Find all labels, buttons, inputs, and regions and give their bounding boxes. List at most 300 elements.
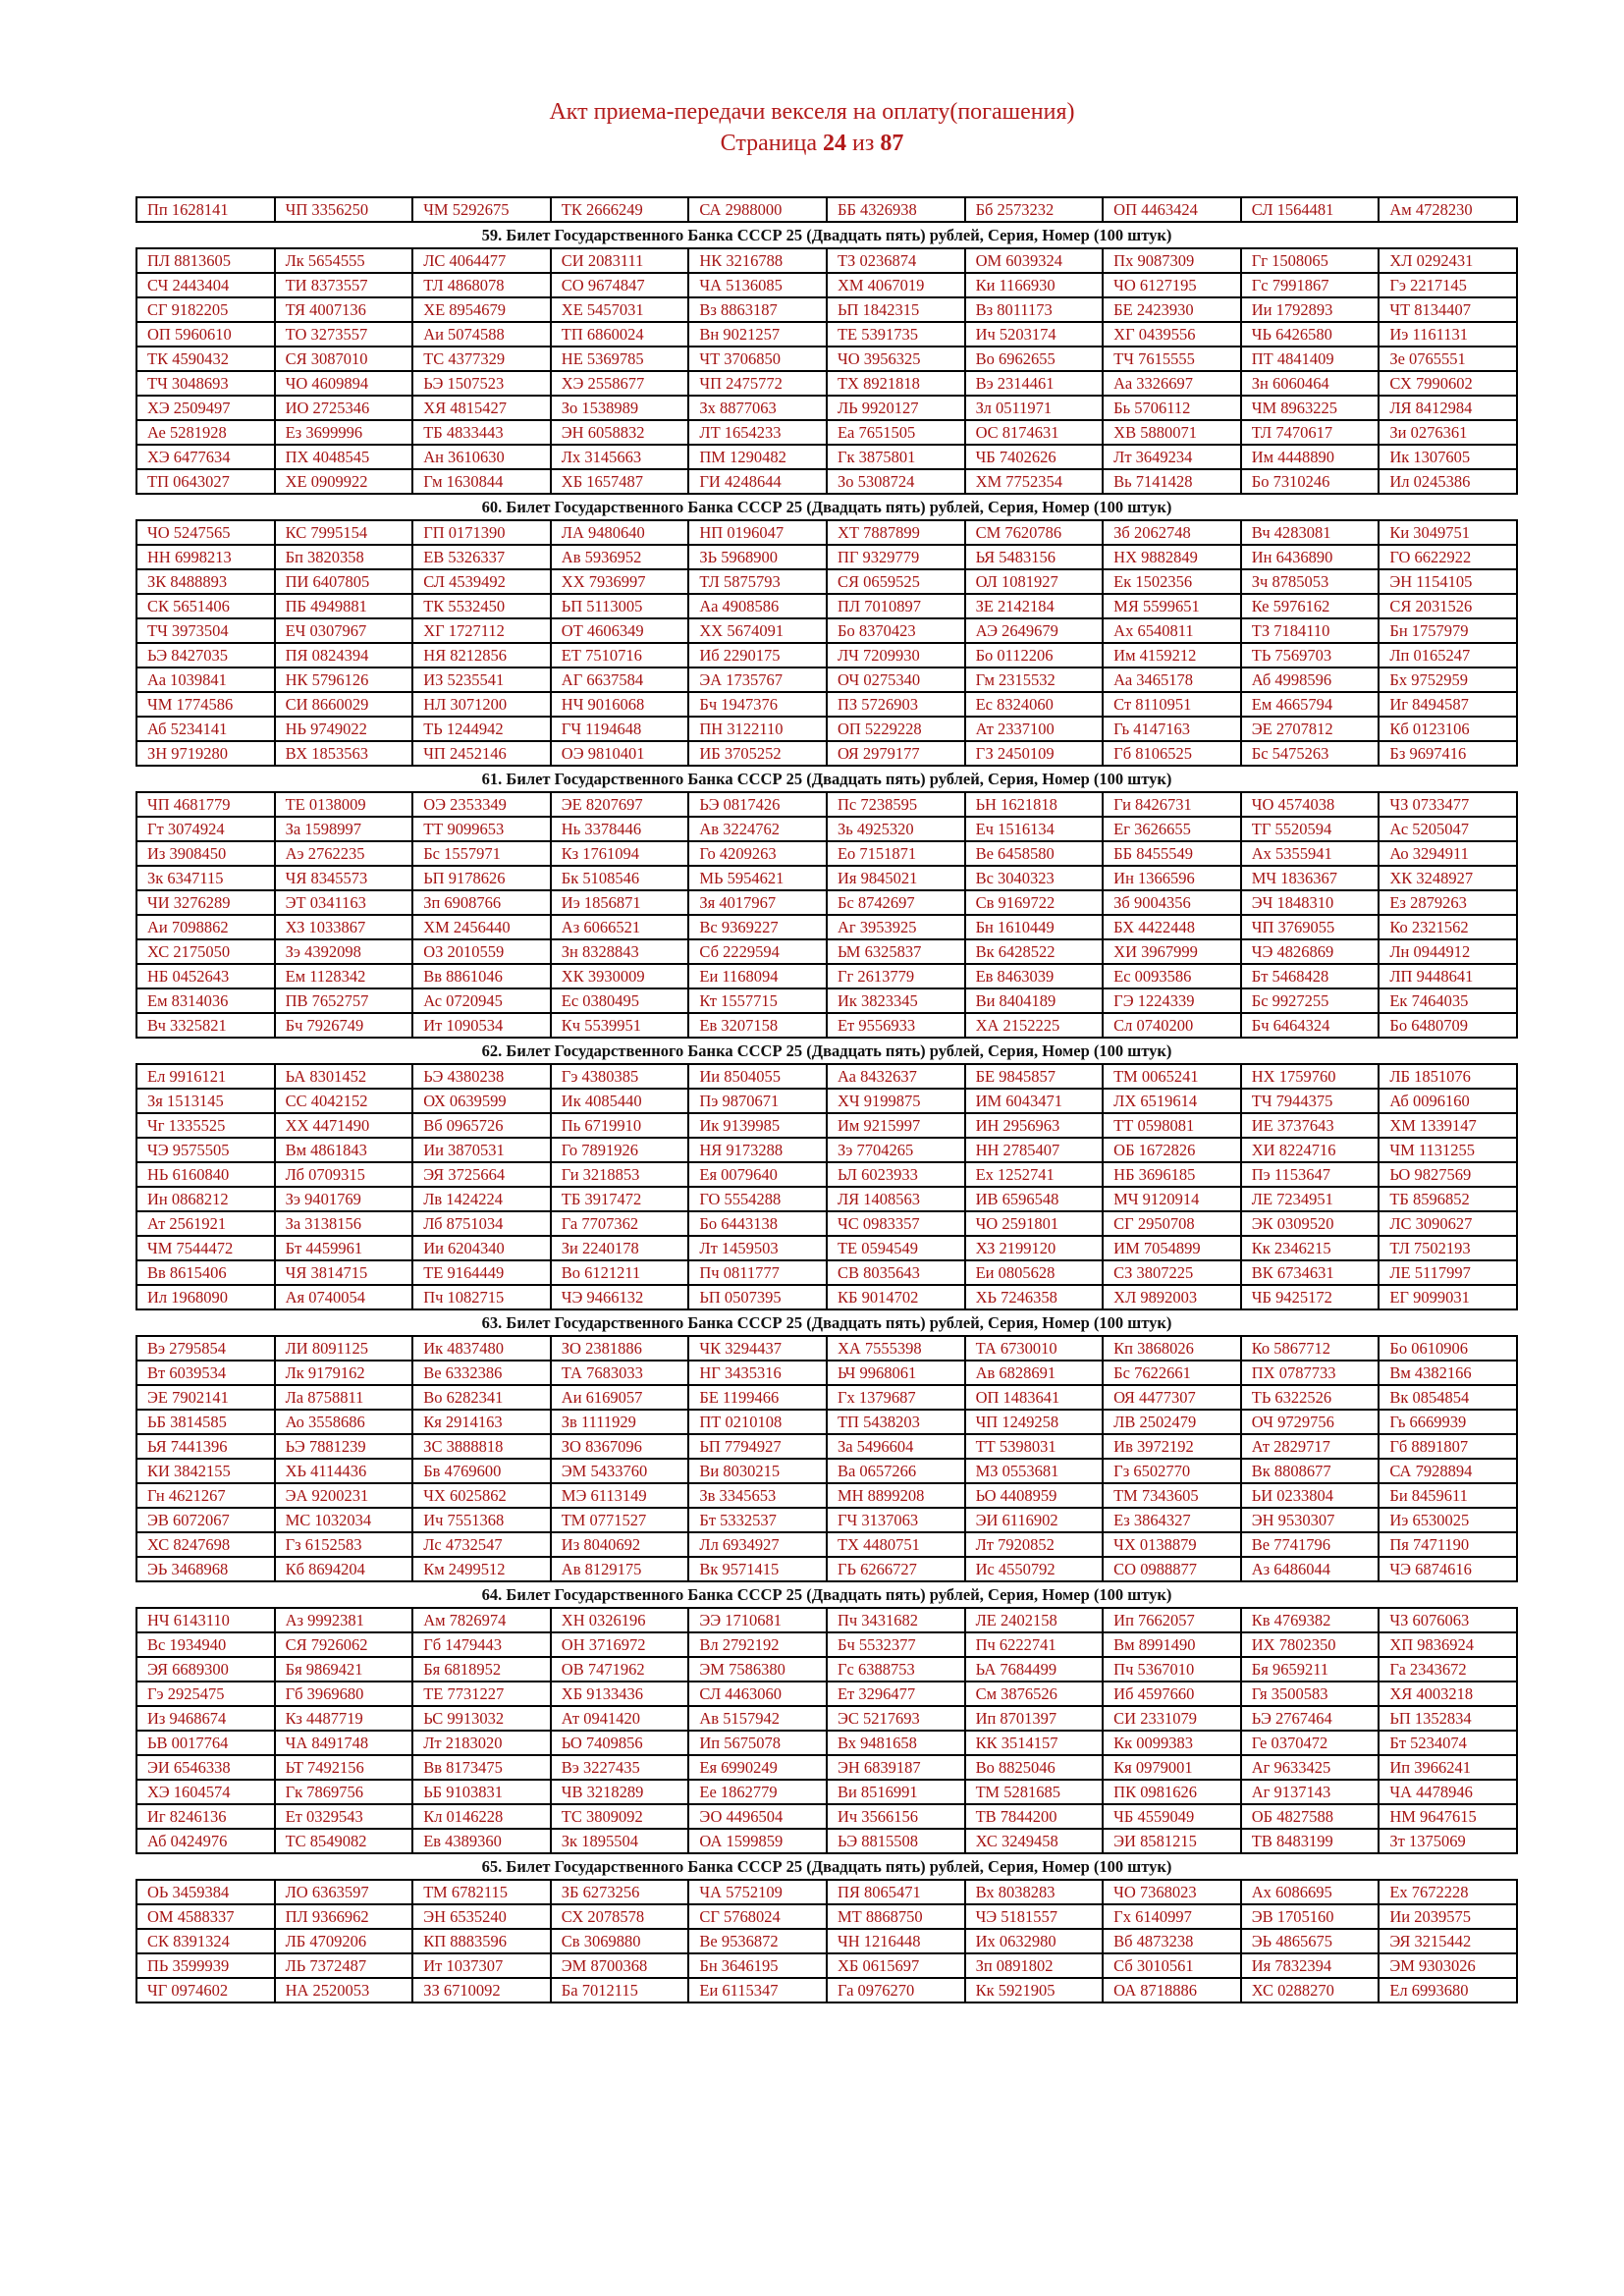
table-row <box>136 1089 1517 1113</box>
bill-serial-number: Ве 6332386 <box>412 1361 551 1385</box>
bill-serial-number: Ат 0941420 <box>551 1706 689 1731</box>
bill-serial-number: Из 8040692 <box>551 1532 689 1557</box>
bill-serial-number: Гк 3875801 <box>827 445 965 469</box>
bill-serial-number: Ин 6436890 <box>1241 545 1380 569</box>
bill-serial-number: Гь 6669939 <box>1379 1410 1517 1434</box>
bill-serial-number: Вс 3040323 <box>965 866 1104 890</box>
bill-serial-number: СВ 8035643 <box>827 1260 965 1285</box>
bill-serial-number: ОЗ 2010559 <box>412 939 551 964</box>
page-current: 24 <box>822 131 846 156</box>
bill-serial-number: ЧБ 4559049 <box>1103 1804 1241 1829</box>
bill-serial-number: ЬО 9827569 <box>1379 1162 1517 1187</box>
bill-serial-number: ЛС 4064477 <box>412 248 551 273</box>
bill-serial-number: ТС 3809092 <box>551 1804 689 1829</box>
bill-serial-number: Зт 1375069 <box>1379 1829 1517 1853</box>
bill-serial-number: ЛЯ 8412984 <box>1379 396 1517 420</box>
bill-serial-number: Ая 0740054 <box>275 1285 413 1309</box>
bill-serial-number: ЭМ 7586380 <box>688 1657 827 1682</box>
bill-serial-number: ТБ 3917472 <box>551 1187 689 1211</box>
bill-serial-number: Вл 2792192 <box>688 1632 827 1657</box>
bill-serial-number: ИН 2956963 <box>965 1113 1104 1138</box>
bill-serial-number: Бч 7926749 <box>275 1013 413 1038</box>
bill-serial-number: Вз 8011173 <box>965 297 1104 322</box>
bill-serial-number: Ви 8404189 <box>965 988 1104 1013</box>
bill-serial-number: ЬЧ 9968061 <box>827 1361 965 1385</box>
bill-serial-number: ЗС 3888818 <box>412 1434 551 1459</box>
bill-serial-number: НЕ 5369785 <box>551 347 689 371</box>
bill-serial-number: Аг 9137143 <box>1241 1780 1380 1804</box>
bill-serial-number: ИЗ 5235541 <box>412 667 551 692</box>
bill-serial-number: Иг 8494587 <box>1379 692 1517 717</box>
bill-serial-number: Ем 4665794 <box>1241 692 1380 717</box>
bill-serial-number: НП 0196047 <box>688 520 827 545</box>
bill-serial-number: Ге 0370472 <box>1241 1731 1380 1755</box>
bill-serial-number: БЕ 9845857 <box>965 1064 1104 1089</box>
bill-serial-number: Ам 7826974 <box>412 1608 551 1632</box>
bill-serial-number: ЭЯ 3725664 <box>412 1162 551 1187</box>
table-row <box>136 1483 1517 1508</box>
bill-serial-number: МЧ 1836367 <box>1241 866 1380 890</box>
bill-serial-number: ХХ 4471490 <box>275 1113 413 1138</box>
table-row <box>136 1236 1517 1260</box>
bill-serial-number: НЧ 9016068 <box>551 692 689 717</box>
bill-serial-number: Лт 3649234 <box>1103 445 1241 469</box>
bill-serial-number: Ее 1862779 <box>688 1780 827 1804</box>
bill-serial-number: Ис 4550792 <box>965 1557 1104 1581</box>
table-row <box>136 1113 1517 1138</box>
bill-serial-number: Гь 4147163 <box>1103 717 1241 741</box>
bill-serial-number: Ес 0093586 <box>1103 964 1241 988</box>
bill-serial-number: ЬН 1621818 <box>965 792 1104 817</box>
bill-serial-number: ББ 8455549 <box>1103 841 1241 866</box>
table-row <box>136 1755 1517 1780</box>
table-row <box>136 445 1517 469</box>
section-heading: 60. Билет Государственного Банка СССР 25 (Двадцать пять) рублей, Серия, Номер (100 штук) <box>481 498 1172 516</box>
bill-serial-number: Иб 4597660 <box>1103 1682 1241 1706</box>
bill-serial-number: Пч 1082715 <box>412 1285 551 1309</box>
bill-serial-number: Еи 6115347 <box>688 1978 827 2002</box>
bill-serial-number: Ат 2829717 <box>1241 1434 1380 1459</box>
bill-serial-number: Лн 0944912 <box>1379 939 1517 964</box>
bill-serial-number: СЧ 2443404 <box>136 273 275 297</box>
bill-serial-number: СО 9674847 <box>551 273 689 297</box>
bill-serial-number: ЭН 6058832 <box>551 420 689 445</box>
bill-serial-number: ЬО 4408959 <box>965 1483 1104 1508</box>
bill-serial-number: Ав 5936952 <box>551 545 689 569</box>
bill-serial-number: Вэ 3227435 <box>551 1755 689 1780</box>
bill-serial-number: СХ 7990602 <box>1379 371 1517 396</box>
bill-serial-number: ЛА 9480640 <box>551 520 689 545</box>
bill-serial-number: ЛЕ 7234951 <box>1241 1187 1380 1211</box>
bill-serial-number: Гс 6388753 <box>827 1657 965 1682</box>
bill-serial-number: Ек 7464035 <box>1379 988 1517 1013</box>
table-row <box>136 420 1517 445</box>
table-row <box>136 890 1517 915</box>
bill-serial-number: Вк 0854854 <box>1379 1385 1517 1410</box>
bill-serial-number: Им 4159212 <box>1103 643 1241 667</box>
bill-serial-number: ЬП 1352834 <box>1379 1706 1517 1731</box>
bill-serial-number: Ек 1502356 <box>1103 569 1241 594</box>
bill-serial-number: ЭА 1735767 <box>688 667 827 692</box>
bill-serial-number: Бт 5234074 <box>1379 1731 1517 1755</box>
bill-serial-number: Зь 4925320 <box>827 817 965 841</box>
bill-serial-number: Аа 4908586 <box>688 594 827 618</box>
bill-serial-number: Вн 9021257 <box>688 322 827 347</box>
table-row <box>136 1829 1517 1853</box>
bill-serial-number: Ик 4085440 <box>551 1089 689 1113</box>
table-row <box>136 273 1517 297</box>
bill-serial-number: Зп 0891802 <box>965 1953 1104 1978</box>
table-row <box>136 1385 1517 1410</box>
bill-serial-number: Бс 1557971 <box>412 841 551 866</box>
table-row <box>136 396 1517 420</box>
section-heading: 59. Билет Государственного Банка СССР 25 (Двадцать пять) рублей, Серия, Номер (100 штук) <box>481 226 1172 244</box>
bill-serial-number: ХМ 2456440 <box>412 915 551 939</box>
bill-serial-number: КП 8883596 <box>412 1929 551 1953</box>
bill-serial-number: ХХ 7936997 <box>551 569 689 594</box>
bill-serial-number: Бс 9927255 <box>1241 988 1380 1013</box>
bill-serial-number: ВК 6734631 <box>1241 1260 1380 1285</box>
section-heading: 62. Билет Государственного Банка СССР 25 (Двадцать пять) рублей, Серия, Номер (100 штук) <box>481 1041 1172 1060</box>
bill-serial-number: МТ 8868750 <box>827 1904 965 1929</box>
table-row <box>136 792 1517 817</box>
bill-serial-number: ЭК 0309520 <box>1241 1211 1380 1236</box>
bill-serial-number: НХ 9882849 <box>1103 545 1241 569</box>
bill-register <box>135 196 1518 2003</box>
bill-serial-number: СМ 7620786 <box>965 520 1104 545</box>
bill-serial-number: ОТ 4606349 <box>551 618 689 643</box>
bill-serial-number: Ги 3218853 <box>551 1162 689 1187</box>
bill-serial-number: Ат 2561921 <box>136 1211 275 1236</box>
bill-serial-number: ЛИ 8091125 <box>275 1336 413 1361</box>
bill-serial-number: ТБ 8596852 <box>1379 1187 1517 1211</box>
bill-serial-number: Им 4448890 <box>1241 445 1380 469</box>
bill-serial-number: ТХ 8921818 <box>827 371 965 396</box>
bill-serial-number: МЯ 5599651 <box>1103 594 1241 618</box>
bill-serial-number: Ип 5675078 <box>688 1731 827 1755</box>
bill-serial-number: ЧА 5136085 <box>688 273 827 297</box>
bill-serial-number: ЬО 7409856 <box>551 1731 689 1755</box>
bill-serial-number: ТЗ 0236874 <box>827 248 965 273</box>
bill-serial-number: Кб 8694204 <box>275 1557 413 1581</box>
table-row <box>136 1804 1517 1829</box>
bill-serial-number: ХМ 4067019 <box>827 273 965 297</box>
bill-serial-number: Гт 3074924 <box>136 817 275 841</box>
bill-serial-number: Ат 2337100 <box>965 717 1104 741</box>
bill-serial-number: ЧА 5752109 <box>688 1880 827 1904</box>
bill-serial-number: ГЧ 1194648 <box>551 717 689 741</box>
bill-serial-number: ТА 7683033 <box>551 1361 689 1385</box>
bill-serial-number: ЭТ 0341163 <box>275 890 413 915</box>
bill-serial-number: ЛЯ 1408563 <box>827 1187 965 1211</box>
bill-serial-number: ЛЕ 5117997 <box>1379 1260 1517 1285</box>
bill-serial-number: ЗЬ 5968900 <box>688 545 827 569</box>
bill-serial-number: Зб 2062748 <box>1103 520 1241 545</box>
table-row <box>136 322 1517 347</box>
bill-serial-number: Во 6282341 <box>412 1385 551 1410</box>
bill-serial-number: Ко 5867712 <box>1241 1336 1380 1361</box>
bill-serial-number: Бь 5706112 <box>1103 396 1241 420</box>
bill-serial-number: ХБ 1657487 <box>551 469 689 494</box>
bill-serial-number: Ик 9139985 <box>688 1113 827 1138</box>
bill-serial-number: ГЧ 3137063 <box>827 1508 965 1532</box>
bill-serial-number: ЧЭ 4826869 <box>1241 939 1380 964</box>
page-header <box>0 96 1624 159</box>
bill-serial-number: ИЕ 3737643 <box>1241 1113 1380 1138</box>
bill-serial-number: Кл 0146228 <box>412 1804 551 1829</box>
bill-serial-number: ХА 7555398 <box>827 1336 965 1361</box>
table-row <box>136 841 1517 866</box>
bill-serial-number: ТО 3273557 <box>275 322 413 347</box>
bill-serial-number: ЧХ 0138879 <box>1103 1532 1241 1557</box>
table-row <box>136 939 1517 964</box>
bill-serial-number: ОЧ 0275340 <box>827 667 965 692</box>
bill-serial-number: ЧГ 0974602 <box>136 1978 275 2002</box>
table-row <box>136 1211 1517 1236</box>
bill-serial-number: Гз 6152583 <box>275 1532 413 1557</box>
bill-serial-number: Бк 5108546 <box>551 866 689 890</box>
bill-serial-number: ИБ 3705252 <box>688 741 827 766</box>
bill-serial-number: ЛЕ 2402158 <box>965 1608 1104 1632</box>
table-row <box>136 1608 1517 1632</box>
bill-serial-number: ПТ 4841409 <box>1241 347 1380 371</box>
bill-serial-number: Ея 6990249 <box>688 1755 827 1780</box>
bill-serial-number: Ае 5281928 <box>136 420 275 445</box>
bill-serial-number: ОЬ 3459384 <box>136 1880 275 1904</box>
bill-serial-number: ТЬ 7569703 <box>1241 643 1380 667</box>
bill-serial-number: ХС 3249458 <box>965 1829 1104 1853</box>
bill-serial-number: Вв 8861046 <box>412 964 551 988</box>
bill-serial-number: Кз 4487719 <box>275 1706 413 1731</box>
bill-serial-number: НК 3216788 <box>688 248 827 273</box>
bill-serial-number: Вч 4283081 <box>1241 520 1380 545</box>
bill-serial-number: Ах 6540811 <box>1103 618 1241 643</box>
bill-serial-number: Бн 3646195 <box>688 1953 827 1978</box>
bill-serial-number: Зэ 7704265 <box>827 1138 965 1162</box>
bill-serial-number: ЬИ 0233804 <box>1241 1483 1380 1508</box>
bill-serial-number: ОП 5960610 <box>136 322 275 347</box>
bill-serial-number: ТЗ 7184110 <box>1241 618 1380 643</box>
bill-serial-number: ЧТ 8134407 <box>1379 297 1517 322</box>
bill-serial-number: ЭЧ 1848310 <box>1241 890 1380 915</box>
table-row <box>136 1013 1517 1038</box>
bill-serial-number: Кп 3868026 <box>1103 1336 1241 1361</box>
bill-serial-number: Кк 2346215 <box>1241 1236 1380 1260</box>
bill-serial-number: СГ 2950708 <box>1103 1211 1241 1236</box>
bill-serial-number: Из 3908450 <box>136 841 275 866</box>
bill-serial-number: ЭА 9200231 <box>275 1483 413 1508</box>
bill-serial-number: ТК 2666249 <box>551 197 689 222</box>
table-row <box>136 618 1517 643</box>
bill-serial-number: Гэ 2925475 <box>136 1682 275 1706</box>
bill-serial-number: ТТ 0598081 <box>1103 1113 1241 1138</box>
bill-serial-number: ГО 6622922 <box>1379 545 1517 569</box>
bill-serial-number: ВХ 1853563 <box>275 741 413 766</box>
bill-serial-number: НЬ 9749022 <box>275 717 413 741</box>
bill-serial-number: Еи 1168094 <box>688 964 827 988</box>
bill-serial-number: СХ 2078578 <box>551 1904 689 1929</box>
table-row <box>136 347 1517 371</box>
bill-serial-number: БЕ 1199466 <box>688 1385 827 1410</box>
bill-serial-number: ПХ 0787733 <box>1241 1361 1380 1385</box>
bill-serial-number: Ия 7832394 <box>1241 1953 1380 1978</box>
bill-serial-number: ЧО 4609894 <box>275 371 413 396</box>
bill-serial-number: ЬЯ 7441396 <box>136 1434 275 1459</box>
table-row <box>136 469 1517 494</box>
bill-serial-number: Пь 6719910 <box>551 1113 689 1138</box>
bill-serial-number: Ба 7012115 <box>551 1978 689 2002</box>
bill-serial-number: Ик 3823345 <box>827 988 965 1013</box>
bill-serial-number: ЧВ 3218289 <box>551 1780 689 1804</box>
bill-serial-number: ЭМ 8700368 <box>551 1953 689 1978</box>
bill-serial-number: ОБ 1672826 <box>1103 1138 1241 1162</box>
bill-serial-number: Ав 3224762 <box>688 817 827 841</box>
bill-serial-number: Бя 9659211 <box>1241 1657 1380 1682</box>
bill-serial-number: Га 2343672 <box>1379 1657 1517 1682</box>
bill-serial-number: ПБ 4949881 <box>275 594 413 618</box>
bill-serial-number: Бо 0112206 <box>965 643 1104 667</box>
bill-serial-number: ЧМ 1131255 <box>1379 1138 1517 1162</box>
bill-serial-number: СИ 8660029 <box>275 692 413 717</box>
bill-serial-number: Ев 3207158 <box>688 1013 827 1038</box>
table-row <box>136 1880 1517 1904</box>
bill-serial-number: ЛЧ 7209930 <box>827 643 965 667</box>
bill-serial-number: ГЭ 1224339 <box>1103 988 1241 1013</box>
bill-serial-number: МС 1032034 <box>275 1508 413 1532</box>
bill-serial-number: МЬ 5954621 <box>688 866 827 890</box>
bill-serial-number: Кт 1557715 <box>688 988 827 1013</box>
bill-serial-number: Бо 6443138 <box>688 1211 827 1236</box>
bill-serial-number: ЭЯ 6689300 <box>136 1657 275 1682</box>
section-table <box>135 791 1518 1039</box>
bill-serial-number: Ав 5157942 <box>688 1706 827 1731</box>
bill-serial-number: ЭН 6535240 <box>412 1904 551 1929</box>
bill-serial-number: НА 2520053 <box>275 1978 413 2002</box>
bill-serial-number: Гб 1479443 <box>412 1632 551 1657</box>
bill-serial-number: Аб 4998596 <box>1241 667 1380 692</box>
bill-serial-number: Кк 5921905 <box>965 1978 1104 2002</box>
bill-serial-number: Кв 4769382 <box>1241 1608 1380 1632</box>
bill-serial-number: Пэ 1153647 <box>1241 1162 1380 1187</box>
bill-serial-number: Лб 8751034 <box>412 1211 551 1236</box>
bill-serial-number: ХС 2175050 <box>136 939 275 964</box>
bill-serial-number: ЬЭ 8815508 <box>827 1829 965 1853</box>
bill-serial-number: Аб 0424976 <box>136 1829 275 1853</box>
bill-serial-number: ЧХ 6025862 <box>412 1483 551 1508</box>
bill-serial-number: Гб 3969680 <box>275 1682 413 1706</box>
bill-serial-number: Аг 3953925 <box>827 915 965 939</box>
bill-serial-number: Ес 8324060 <box>965 692 1104 717</box>
bill-serial-number: Ги 8426731 <box>1103 792 1241 817</box>
bill-serial-number: ХЛ 9892003 <box>1103 1285 1241 1309</box>
bill-serial-number: Аз 6066521 <box>551 915 689 939</box>
bill-serial-number: Зэ 4392098 <box>275 939 413 964</box>
bill-serial-number: ЭЕ 2707812 <box>1241 717 1380 741</box>
bill-serial-number: ТЕ 9164449 <box>412 1260 551 1285</box>
bill-serial-number: Аи 6169057 <box>551 1385 689 1410</box>
bill-serial-number: ТЧ 7615555 <box>1103 347 1241 371</box>
bill-serial-number: Вв 8615406 <box>136 1260 275 1285</box>
bill-serial-number: ХС 0288270 <box>1241 1978 1380 2002</box>
table-row <box>136 1682 1517 1706</box>
bill-serial-number: Ас 0720945 <box>412 988 551 1013</box>
bill-serial-number: Иэ 1856871 <box>551 890 689 915</box>
bill-serial-number: ОЯ 4477307 <box>1103 1385 1241 1410</box>
bill-serial-number: Вб 0965726 <box>412 1113 551 1138</box>
bill-serial-number: ПЛ 7010897 <box>827 594 965 618</box>
bill-serial-number: ТТ 5398031 <box>965 1434 1104 1459</box>
bill-serial-number: ЧП 3769055 <box>1241 915 1380 939</box>
bill-serial-number: ПЗ 5726903 <box>827 692 965 717</box>
bill-serial-number: Ич 5203174 <box>965 322 1104 347</box>
bill-serial-number: Пч 0811777 <box>688 1260 827 1285</box>
bill-serial-number: МЗ 0553681 <box>965 1459 1104 1483</box>
bill-serial-number: ТМ 7343605 <box>1103 1483 1241 1508</box>
bill-serial-number: ТГ 5520594 <box>1241 817 1380 841</box>
bill-serial-number: Ав 6828691 <box>965 1361 1104 1385</box>
bill-serial-number: ЬЭ 0817426 <box>688 792 827 817</box>
bill-serial-number: ЛЬ 7372487 <box>275 1953 413 1978</box>
bill-serial-number: Ев 4389360 <box>412 1829 551 1853</box>
bill-serial-number: ЧЯ 8345573 <box>275 866 413 890</box>
bill-serial-number: Вм 4861843 <box>275 1138 413 1162</box>
bill-serial-number: ПН 3122110 <box>688 717 827 741</box>
bill-serial-number: ЬЭ 7881239 <box>275 1434 413 1459</box>
bill-serial-number: Зэ 9401769 <box>275 1187 413 1211</box>
bill-serial-number: Во 6121211 <box>551 1260 689 1285</box>
bill-serial-number: ЭЯ 3215442 <box>1379 1929 1517 1953</box>
bill-serial-number: ЭИ 6546338 <box>136 1755 275 1780</box>
bill-serial-number: Бч 6464324 <box>1241 1013 1380 1038</box>
table-row <box>136 1780 1517 1804</box>
bill-serial-number: Ем 8314036 <box>136 988 275 1013</box>
bill-serial-number: Вк 6428522 <box>965 939 1104 964</box>
bill-serial-number: ОЯ 2979177 <box>827 741 965 766</box>
bill-serial-number: ЕТ 7510716 <box>551 643 689 667</box>
bill-serial-number: ИМ 7054899 <box>1103 1236 1241 1260</box>
bill-serial-number: ББ 4326938 <box>827 197 965 222</box>
bill-serial-number: Го 4209263 <box>688 841 827 866</box>
bill-serial-number: Кз 1761094 <box>551 841 689 866</box>
bill-serial-number: Ит 1037307 <box>412 1953 551 1978</box>
bill-serial-number: Вс 9369227 <box>688 915 827 939</box>
bill-serial-number: Во 6962655 <box>965 347 1104 371</box>
bill-serial-number: ОА 1599859 <box>688 1829 827 1853</box>
bill-serial-number: Ел 6993680 <box>1379 1978 1517 2002</box>
bill-serial-number: БХ 4422448 <box>1103 915 1241 939</box>
bill-serial-number: Лв 1424224 <box>412 1187 551 1211</box>
bill-serial-number: Зо 5308724 <box>827 469 965 494</box>
bill-serial-number: Ам 4728230 <box>1379 197 1517 222</box>
table-row <box>136 1532 1517 1557</box>
bill-serial-number: Бя 6818952 <box>412 1657 551 1682</box>
table-row <box>136 1260 1517 1285</box>
bill-serial-number: ХЗ 1033867 <box>275 915 413 939</box>
bill-serial-number: Бо 8370423 <box>827 618 965 643</box>
bill-serial-number: ЭИ 8581215 <box>1103 1829 1241 1853</box>
bill-serial-number: ЧМ 5292675 <box>412 197 551 222</box>
table-row <box>136 569 1517 594</box>
bill-serial-number: СЛ 4463060 <box>688 1682 827 1706</box>
bill-serial-number: ЛТ 1654233 <box>688 420 827 445</box>
bill-serial-number: ХЭ 1604574 <box>136 1780 275 1804</box>
bill-serial-number: СК 8391324 <box>136 1929 275 1953</box>
bill-serial-number: ЬП 5113005 <box>551 594 689 618</box>
table-row <box>136 1410 1517 1434</box>
bill-serial-number: Гс 7991867 <box>1241 273 1380 297</box>
bill-serial-number: Гк 7869756 <box>275 1780 413 1804</box>
bill-serial-number: ГЗ 2450109 <box>965 741 1104 766</box>
